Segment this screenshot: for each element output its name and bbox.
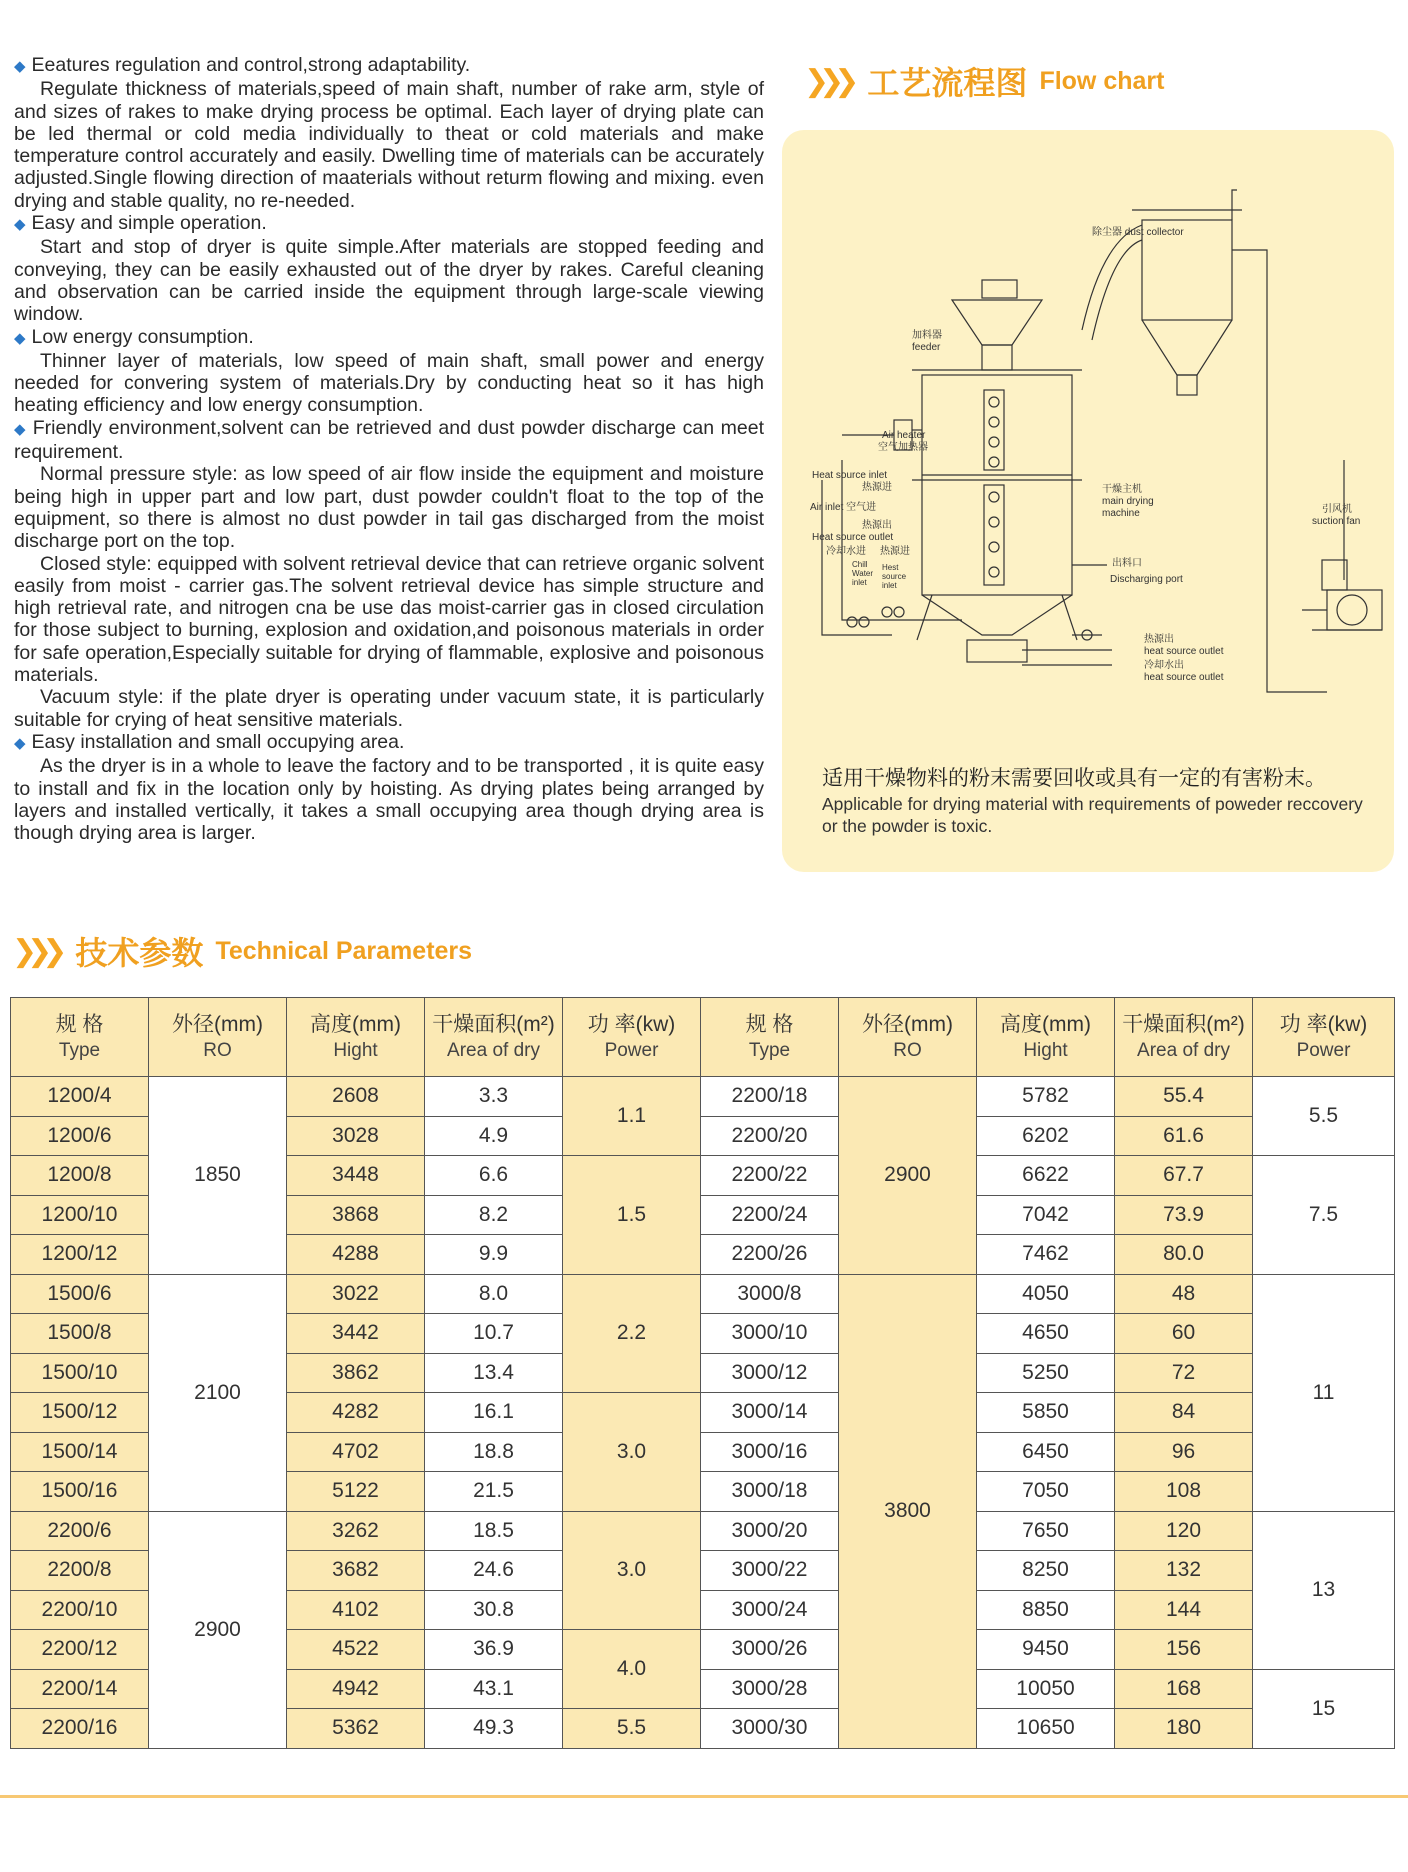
- feature-body: As the dryer is in a whole to leave the factory and to be transported , it is quite easy to install and fix in the location only by hoisting. As drying plates being arranged by layers and installed vertically, it takes a small occupying area though drying area is though drying area is larger.: [14, 755, 764, 845]
- label-chill-en: Chill: [852, 560, 868, 569]
- cell-area: 84: [1115, 1393, 1253, 1433]
- feature-title: Easy and simple operation.: [31, 212, 267, 235]
- cell-area: 16.1: [425, 1393, 563, 1433]
- cell-area: 21.5: [425, 1472, 563, 1512]
- cell-power: 5.5: [1253, 1077, 1395, 1156]
- cell-type: 1500/8: [11, 1314, 149, 1354]
- cell-height: 4942: [287, 1669, 425, 1709]
- cell-area: 48: [1115, 1274, 1253, 1314]
- cell-height: 5850: [977, 1393, 1115, 1433]
- cell-type: 2200/10: [11, 1590, 149, 1630]
- cell-area: 73.9: [1115, 1195, 1253, 1235]
- cell-area: 49.3: [425, 1709, 563, 1749]
- cell-type: 1200/10: [11, 1195, 149, 1235]
- table-row: [11, 1511, 1395, 1551]
- table-body: [11, 998, 1395, 1749]
- features-text: [14, 54, 764, 844]
- flow-heading-en: Flow chart: [1039, 66, 1165, 95]
- cell-height: 3028: [287, 1116, 425, 1156]
- header-area: 干燥面积(m²) Area of dry: [1115, 998, 1253, 1077]
- cell-power: 15: [1253, 1669, 1395, 1748]
- cell-height: 8250: [977, 1551, 1115, 1591]
- label-heat-outlet-en: Heat source outlet: [812, 532, 894, 543]
- table-header: [11, 998, 1395, 1077]
- label-main-en: main drying: [1102, 496, 1154, 507]
- cell-power: 1.5: [563, 1156, 701, 1275]
- cell-area: 18.5: [425, 1511, 563, 1551]
- cell-area: 24.6: [425, 1551, 563, 1591]
- cell-ro: 2900: [839, 1077, 977, 1275]
- cell-height: 5250: [977, 1353, 1115, 1393]
- label-feeder-cn: 加料器: [912, 330, 942, 341]
- label-air-heater-cn: 空气加热器: [878, 442, 928, 453]
- cell-height: 4282: [287, 1393, 425, 1433]
- cell-area: 43.1: [425, 1669, 563, 1709]
- header-ro: 外径(mm) RO: [839, 998, 977, 1077]
- feature-body: Regulate thickness of materials,speed of main shaft, number of rake arm, style of and sizes of rakes to make drying process be optimal. Each layer of drying plate can be led thermal or cold media individually to theat or cold materials and make temperature control accurately and easily. Dwelling time of materials can be accurately adjusted.Single flowing direction of maaterials without returm flowing and mixing. even drying and stable quality, no re-needed.: [14, 78, 764, 212]
- cell-type: 3000/16: [701, 1432, 839, 1472]
- cell-area: 180: [1115, 1709, 1253, 1749]
- label-heat-inlet-en: Heat source inlet: [812, 470, 888, 481]
- cell-type: 3000/30: [701, 1709, 839, 1749]
- cell-type: 3000/14: [701, 1393, 839, 1433]
- cell-height: 9450: [977, 1630, 1115, 1670]
- cell-height: 3868: [287, 1195, 425, 1235]
- cell-height: 7650: [977, 1511, 1115, 1551]
- cell-area: 18.8: [425, 1432, 563, 1472]
- cell-power: 11: [1253, 1274, 1395, 1511]
- cell-type: 2200/18: [701, 1077, 839, 1117]
- label-discharge-cn: 出料口: [1112, 558, 1142, 569]
- cell-type: 1500/10: [11, 1353, 149, 1393]
- cell-power: 3.0: [563, 1393, 701, 1512]
- cell-height: 8850: [977, 1590, 1115, 1630]
- feature-body: Closed style: equipped with solvent retrieval device that can retrieve organic solvent easily from moist - carrier gas.The solvent retrieval device has simple structure and high retrieval rate, and nitrogen cna be use das moist-carrier gas in closed circulation for those subject to burning, explosion and oxidation,and poisonous materials in order for safe operation,Especially suitable for drying of flammable, explosive and poisonous materials.: [14, 552, 764, 687]
- cell-power: 5.5: [563, 1709, 701, 1749]
- cell-type: 1500/16: [11, 1472, 149, 1512]
- cell-type: 2200/12: [11, 1630, 149, 1670]
- label-air-heater-en: Air heater: [882, 430, 926, 441]
- label-fan-cn: 引风机: [1322, 504, 1352, 515]
- header-area: 干燥面积(m²) Area of dry: [425, 998, 563, 1077]
- diamond-bullet-icon: ◆: [14, 420, 27, 438]
- cell-type: 3000/12: [701, 1353, 839, 1393]
- cell-height: 4050: [977, 1274, 1115, 1314]
- cell-height: 7050: [977, 1472, 1115, 1512]
- label-heat-inlet-cn: 热源进: [862, 482, 892, 493]
- cell-area: 8.2: [425, 1195, 563, 1235]
- feature-title: Eeatures regulation and control,strong adaptability.: [31, 54, 471, 76]
- cell-ro: 1850: [149, 1077, 287, 1275]
- cell-type: 3000/20: [701, 1511, 839, 1551]
- cell-type: 3000/26: [701, 1630, 839, 1670]
- table-row: [11, 1274, 1395, 1314]
- feature-title: Easy installation and small occupying area.: [31, 730, 405, 753]
- cell-height: 4522: [287, 1630, 425, 1670]
- cell-area: 30.8: [425, 1590, 563, 1630]
- cell-height: 5362: [287, 1709, 425, 1749]
- cell-type: 1200/8: [11, 1156, 149, 1196]
- label-air-inlet: Air inlet 空气进: [810, 502, 877, 513]
- cell-area: 60: [1115, 1314, 1253, 1354]
- cell-type: 2200/22: [701, 1156, 839, 1196]
- cell-area: 9.9: [425, 1235, 563, 1275]
- feature-title: Low energy consumption.: [31, 325, 254, 348]
- params-heading-en: Technical Parameters: [215, 936, 473, 965]
- header-ro: 外径(mm) RO: [149, 998, 287, 1077]
- header-height: 高度(mm) Hight: [287, 998, 425, 1077]
- header-power: 功 率(kw) Power: [1253, 998, 1395, 1077]
- feature-body: Thinner layer of materials, low speed of main shaft, small power and energy needed for convering system of materials.Dry by conducting heat so it has high heating efficiency and low energy consumption.: [14, 349, 764, 417]
- feature-body: Start and stop of dryer is quite simple.After materials are stopped feeding and conveying, they can be easily exhausted out of the dryer by rakes. Careful cleaning and observation can be carried inside the equipment through large-scale viewing window.: [14, 236, 764, 326]
- cell-area: 8.0: [425, 1274, 563, 1314]
- cell-type: 2200/24: [701, 1195, 839, 1235]
- cell-height: 4288: [287, 1235, 425, 1275]
- cell-area: 120: [1115, 1511, 1253, 1551]
- feature-title: Friendly environment,solvent can be retrieved and dust powder discharge can meet requirement.: [14, 416, 764, 464]
- cell-height: 3448: [287, 1156, 425, 1196]
- cell-ro: 2100: [149, 1274, 287, 1511]
- cell-area: 61.6: [1115, 1116, 1253, 1156]
- cell-type: 3000/10: [701, 1314, 839, 1354]
- cell-type: 3000/22: [701, 1551, 839, 1591]
- cell-height: 7042: [977, 1195, 1115, 1235]
- cell-area: 144: [1115, 1590, 1253, 1630]
- cell-type: 1500/12: [11, 1393, 149, 1433]
- cell-type: 3000/18: [701, 1472, 839, 1512]
- cell-height: 4102: [287, 1590, 425, 1630]
- cell-height: 5122: [287, 1472, 425, 1512]
- cell-height: 3682: [287, 1551, 425, 1591]
- cell-type: 2200/16: [11, 1709, 149, 1749]
- cell-type: 2200/26: [701, 1235, 839, 1275]
- cell-height: 2608: [287, 1077, 425, 1117]
- feature-body: Vacuum style: if the plate dryer is operating under vacuum state, it is particularly suitable for crying of heat sensitive materials.: [14, 686, 764, 731]
- table-row: [11, 1077, 1395, 1117]
- label-discharge-en: Discharging port: [1110, 574, 1183, 585]
- cell-area: 36.9: [425, 1630, 563, 1670]
- cell-power: 7.5: [1253, 1156, 1395, 1275]
- cell-height: 6450: [977, 1432, 1115, 1472]
- parameters-table: [10, 997, 1395, 1749]
- cell-type: 1500/6: [11, 1274, 149, 1314]
- label-feeder-en: feeder: [912, 342, 941, 353]
- label-heat-in-cn: 热源进: [880, 546, 910, 557]
- cell-area: 80.0: [1115, 1235, 1253, 1275]
- cell-height: 4702: [287, 1432, 425, 1472]
- cell-type: 1200/12: [11, 1235, 149, 1275]
- cell-area: 132: [1115, 1551, 1253, 1591]
- diamond-bullet-icon: ◆: [14, 329, 26, 347]
- label-cw-out-cn: 冷却水出: [1144, 660, 1184, 671]
- label-chill-en: inlet: [852, 578, 867, 587]
- header-type: 规 格 Type: [701, 998, 839, 1077]
- label-chill-cn: 冷却水进: [826, 546, 866, 557]
- cell-type: 2200/14: [11, 1669, 149, 1709]
- cell-type: 2200/6: [11, 1511, 149, 1551]
- flow-chart-heading: [804, 58, 1164, 104]
- cell-area: 3.3: [425, 1077, 563, 1117]
- cell-height: 6622: [977, 1156, 1115, 1196]
- cell-height: 5782: [977, 1077, 1115, 1117]
- header-height: 高度(mm) Hight: [977, 998, 1115, 1077]
- cell-type: 2200/8: [11, 1551, 149, 1591]
- cell-area: 156: [1115, 1630, 1253, 1670]
- flow-chart-panel: [782, 130, 1394, 872]
- label-chill-en: Water: [852, 569, 874, 578]
- cell-height: 10050: [977, 1669, 1115, 1709]
- cell-height: 10650: [977, 1709, 1115, 1749]
- diamond-bullet-icon: ◆: [14, 216, 26, 234]
- cell-height: 3442: [287, 1314, 425, 1354]
- cell-area: 6.6: [425, 1156, 563, 1196]
- cell-area: 13.4: [425, 1353, 563, 1393]
- cell-type: 3000/8: [701, 1274, 839, 1314]
- cell-area: 108: [1115, 1472, 1253, 1512]
- label-hest-en: source: [882, 572, 907, 581]
- cell-type: 3000/28: [701, 1669, 839, 1709]
- params-heading-cn: 技术参数: [75, 934, 204, 972]
- cell-area: 96: [1115, 1432, 1253, 1472]
- cell-area: 4.9: [425, 1116, 563, 1156]
- label-dust-collector: 除尘器 dust collector: [1092, 227, 1184, 238]
- cell-height: 4650: [977, 1314, 1115, 1354]
- cell-height: 6202: [977, 1116, 1115, 1156]
- cell-power: 1.1: [563, 1077, 701, 1156]
- cell-height: 7462: [977, 1235, 1115, 1275]
- cell-ro: 2900: [149, 1511, 287, 1748]
- label-fan-en: suction fan: [1312, 516, 1361, 527]
- flow-caption-cn: 适用干燥物料的粉末需要回收或具有一定的有害粉末。: [822, 766, 1326, 790]
- cell-type: 1500/14: [11, 1432, 149, 1472]
- cell-area: 67.7: [1115, 1156, 1253, 1196]
- cell-type: 1200/4: [11, 1077, 149, 1117]
- cell-area: 72: [1115, 1353, 1253, 1393]
- cell-area: 168: [1115, 1669, 1253, 1709]
- cell-area: 55.4: [1115, 1077, 1253, 1117]
- label-heat-outlet-cn: 热源出: [862, 520, 892, 531]
- label-cw-out-en: heat source outlet: [1144, 672, 1224, 683]
- cell-power: 3.0: [563, 1511, 701, 1630]
- cell-type: 2200/20: [701, 1116, 839, 1156]
- label-hest-en: inlet: [882, 581, 897, 590]
- chevrons-icon: ❯❯❯: [804, 64, 850, 98]
- flow-heading-cn: 工艺流程图: [867, 64, 1028, 102]
- params-heading: [12, 928, 472, 974]
- chevrons-icon: ❯❯❯: [12, 934, 58, 968]
- flow-diagram: [782, 130, 1394, 872]
- feature-body: Normal pressure style: as low speed of air flow inside the equipment and moisture being high in upper part and low part, dust powder couldn't float to the top of the equipment, so there is almost no dust powder in tail gas discharged from the moist discharge port on the top.: [14, 463, 764, 553]
- cell-power: 13: [1253, 1511, 1395, 1669]
- label-hs-out-en: heat source outlet: [1144, 646, 1224, 657]
- diamond-bullet-icon: ◆: [14, 58, 26, 75]
- label-main-cn: 干燥主机: [1102, 484, 1142, 495]
- cell-type: 3000/24: [701, 1590, 839, 1630]
- cell-height: 3862: [287, 1353, 425, 1393]
- cell-type: 1200/6: [11, 1116, 149, 1156]
- cell-power: 4.0: [563, 1630, 701, 1709]
- flow-caption-en: Applicable for drying material with requirements of poweder reccovery or the powder is toxic.: [822, 794, 1363, 836]
- label-hest-en: Hest: [882, 563, 899, 572]
- label-hs-out-cn: 热源出: [1144, 634, 1174, 645]
- cell-height: 3022: [287, 1274, 425, 1314]
- header-power: 功 率(kw) Power: [563, 998, 701, 1077]
- header-type: 规 格 Type: [11, 998, 149, 1077]
- cell-height: 3262: [287, 1511, 425, 1551]
- diamond-bullet-icon: ◆: [14, 734, 26, 752]
- cell-area: 10.7: [425, 1314, 563, 1354]
- cell-power: 2.2: [563, 1274, 701, 1393]
- footer-divider: [0, 1795, 1408, 1798]
- label-main-en: machine: [1102, 508, 1140, 519]
- cell-ro: 3800: [839, 1274, 977, 1748]
